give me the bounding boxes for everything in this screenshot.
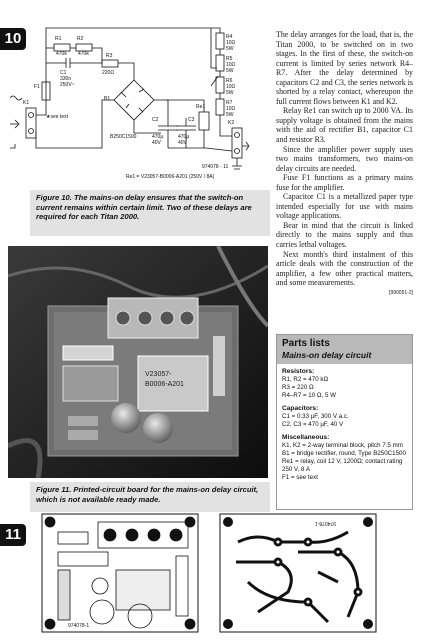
- svg-text:R3: R3: [106, 53, 113, 59]
- figure-11-caption: Figure 11. Printed-circuit board for the mains-on delay circuit, which is not available ready made.: [30, 482, 270, 512]
- svg-text:R5: R5: [226, 56, 233, 62]
- svg-text:470k: 470k: [56, 51, 67, 57]
- parts-item: C2, C3 = 470 µF, 40 V: [282, 421, 344, 428]
- parts-item: K1, K2 = 2-way terminal block, pitch 7.5 mm: [282, 442, 403, 449]
- resistor-r1: [54, 36, 70, 57]
- resistor-r2: [76, 36, 92, 57]
- pcb-photo: [8, 246, 268, 478]
- svg-text:Re1: Re1: [196, 104, 206, 110]
- resistor-r3: [102, 53, 118, 76]
- figure-number-10: 10: [0, 28, 26, 50]
- svg-text:Re1 = V23057-B0006-A201 (250V: Re1 = V23057-B0006-A201 (250V / 8A): [126, 174, 215, 180]
- svg-text:K2: K2: [228, 120, 235, 126]
- mains-delay-schematic: [6, 8, 250, 188]
- figure-number-11: 11: [0, 524, 26, 546]
- parts-section-heading: Capacitors:: [282, 405, 319, 412]
- svg-text:R2: R2: [77, 36, 84, 42]
- article-paragraph: Next month's third instalment of this article deals with the construction of the amplifier, a few other practical matters, and some measurements.: [276, 249, 413, 288]
- pcb-photo-illustration: [8, 246, 268, 478]
- parts-section-heading: Resistors:: [282, 368, 315, 375]
- pcb-component-layout: [40, 512, 200, 634]
- svg-text:F1: F1: [34, 84, 40, 90]
- svg-text:974078-1: 974078-1: [68, 623, 90, 629]
- svg-text:B0006-A201: B0006-A201: [145, 381, 184, 388]
- svg-text:B250C1500: B250C1500: [110, 134, 137, 140]
- svg-text:5W: 5W: [226, 90, 234, 96]
- svg-text:5W: 5W: [226, 68, 234, 74]
- relay-re1: [166, 76, 218, 148]
- svg-text:330n: 330n: [60, 76, 72, 82]
- svg-text:C3: C3: [188, 117, 195, 123]
- parts-item: C1 = 0.33 µF, 300 V a.c.: [282, 413, 349, 420]
- svg-text:470µ: 470µ: [152, 134, 164, 140]
- svg-text:V23057-: V23057-: [145, 371, 172, 378]
- parts-item: R1, R2 = 470 kΩ: [282, 376, 329, 383]
- bridge-rectifier-b1: [104, 80, 154, 140]
- article-paragraph: Fuse F1 functions as a primary mains fuse for the amplifier.: [276, 173, 413, 192]
- terminal-k2: [228, 120, 249, 169]
- svg-text:K1: K1: [23, 100, 30, 106]
- svg-text:250V~: 250V~: [60, 82, 75, 88]
- parts-section-heading: Miscellaneous:: [282, 434, 330, 441]
- svg-text:5W: 5W: [226, 46, 234, 52]
- parts-item: R4–R7 = 10 Ω, 5 W: [282, 392, 336, 399]
- svg-text:C2: C2: [152, 117, 159, 123]
- parts-item: F1 = see text: [282, 474, 318, 481]
- svg-text:R7: R7: [226, 100, 233, 106]
- article-reference: [990051-2]: [389, 289, 413, 296]
- resistor-r4: [216, 33, 236, 52]
- figure-10-caption: Figure 10. The mains-on delay ensures that the switch-on current remains within certain limit. Two of these delays are required for each Titan 2000.: [30, 190, 270, 236]
- resistor-r6: [216, 77, 236, 96]
- parts-item: B1 = bridge rectifier, round, Type B250C1500: [282, 450, 406, 457]
- svg-text:★see text: ★see text: [46, 114, 68, 120]
- parts-list-subtitle: Mains-on delay circuit: [282, 350, 372, 360]
- svg-text:974078-1: 974078-1: [314, 520, 336, 526]
- parts-list-box: [276, 334, 413, 510]
- svg-text:B1: B1: [104, 96, 111, 102]
- article-paragraph: Since the amplifier power supply uses two mains transformers, two mains-on delay circuits are needed.: [276, 144, 413, 173]
- resistor-r7: [216, 99, 236, 118]
- article-paragraph: Capacitor C1 is a metallized paper type intended especially for use with mains voltage applications.: [276, 192, 413, 221]
- svg-text:40V: 40V: [178, 140, 187, 146]
- article-body: [276, 30, 413, 298]
- svg-text:10Ω: 10Ω: [226, 84, 236, 90]
- svg-text:470µ: 470µ: [178, 134, 190, 140]
- svg-text:10Ω: 10Ω: [226, 106, 236, 112]
- svg-text:40V: 40V: [152, 140, 161, 146]
- article-paragraph: Relay Re1 can switch up to 2000 VA. Its supply voltage is obtained from the mains with the aid of rectifier B1, capacitor C1 and resistor R3.: [276, 106, 413, 145]
- svg-text:R1: R1: [55, 36, 62, 42]
- resistor-r5: [216, 55, 236, 74]
- parts-item: Re1 = relay, coil 12 V, 1200Ω; contact rating 250 V, 8 A: [282, 458, 403, 473]
- capacitor-c2: [152, 117, 178, 148]
- svg-text:974078 - 11: 974078 - 11: [202, 164, 229, 170]
- fuse-f1: [34, 82, 50, 100]
- terminal-k1: [23, 100, 36, 138]
- svg-text:10Ω: 10Ω: [226, 40, 236, 46]
- svg-text:220Ω: 220Ω: [102, 70, 115, 76]
- article-paragraph: Bear in mind that the circuit is linked directly to the mains supply and thus carries lethal voltages.: [276, 220, 413, 250]
- svg-text:470k: 470k: [78, 51, 89, 57]
- svg-text:C1: C1: [60, 70, 67, 76]
- article-paragraph: The delay arranges for the load, that is, the Titan 2000, to be switched on in two stages. In the first of these, the switch-on current is limited by series network R4–R7. After the delay determined by capacitors C2 and C3, the series network is shorted by a relay contact, whereupon the full current flows between K1 and K2.: [276, 30, 413, 106]
- parts-item: R3 = 220 Ω: [282, 384, 314, 391]
- svg-text:5W: 5W: [226, 112, 234, 118]
- capacitor-c3: [176, 117, 196, 148]
- svg-text:R4: R4: [226, 34, 233, 40]
- svg-text:10Ω: 10Ω: [226, 62, 236, 68]
- svg-text:R6: R6: [226, 78, 233, 84]
- pcb-copper-layout: [218, 512, 378, 634]
- parts-list-title: Parts lists: [282, 338, 330, 349]
